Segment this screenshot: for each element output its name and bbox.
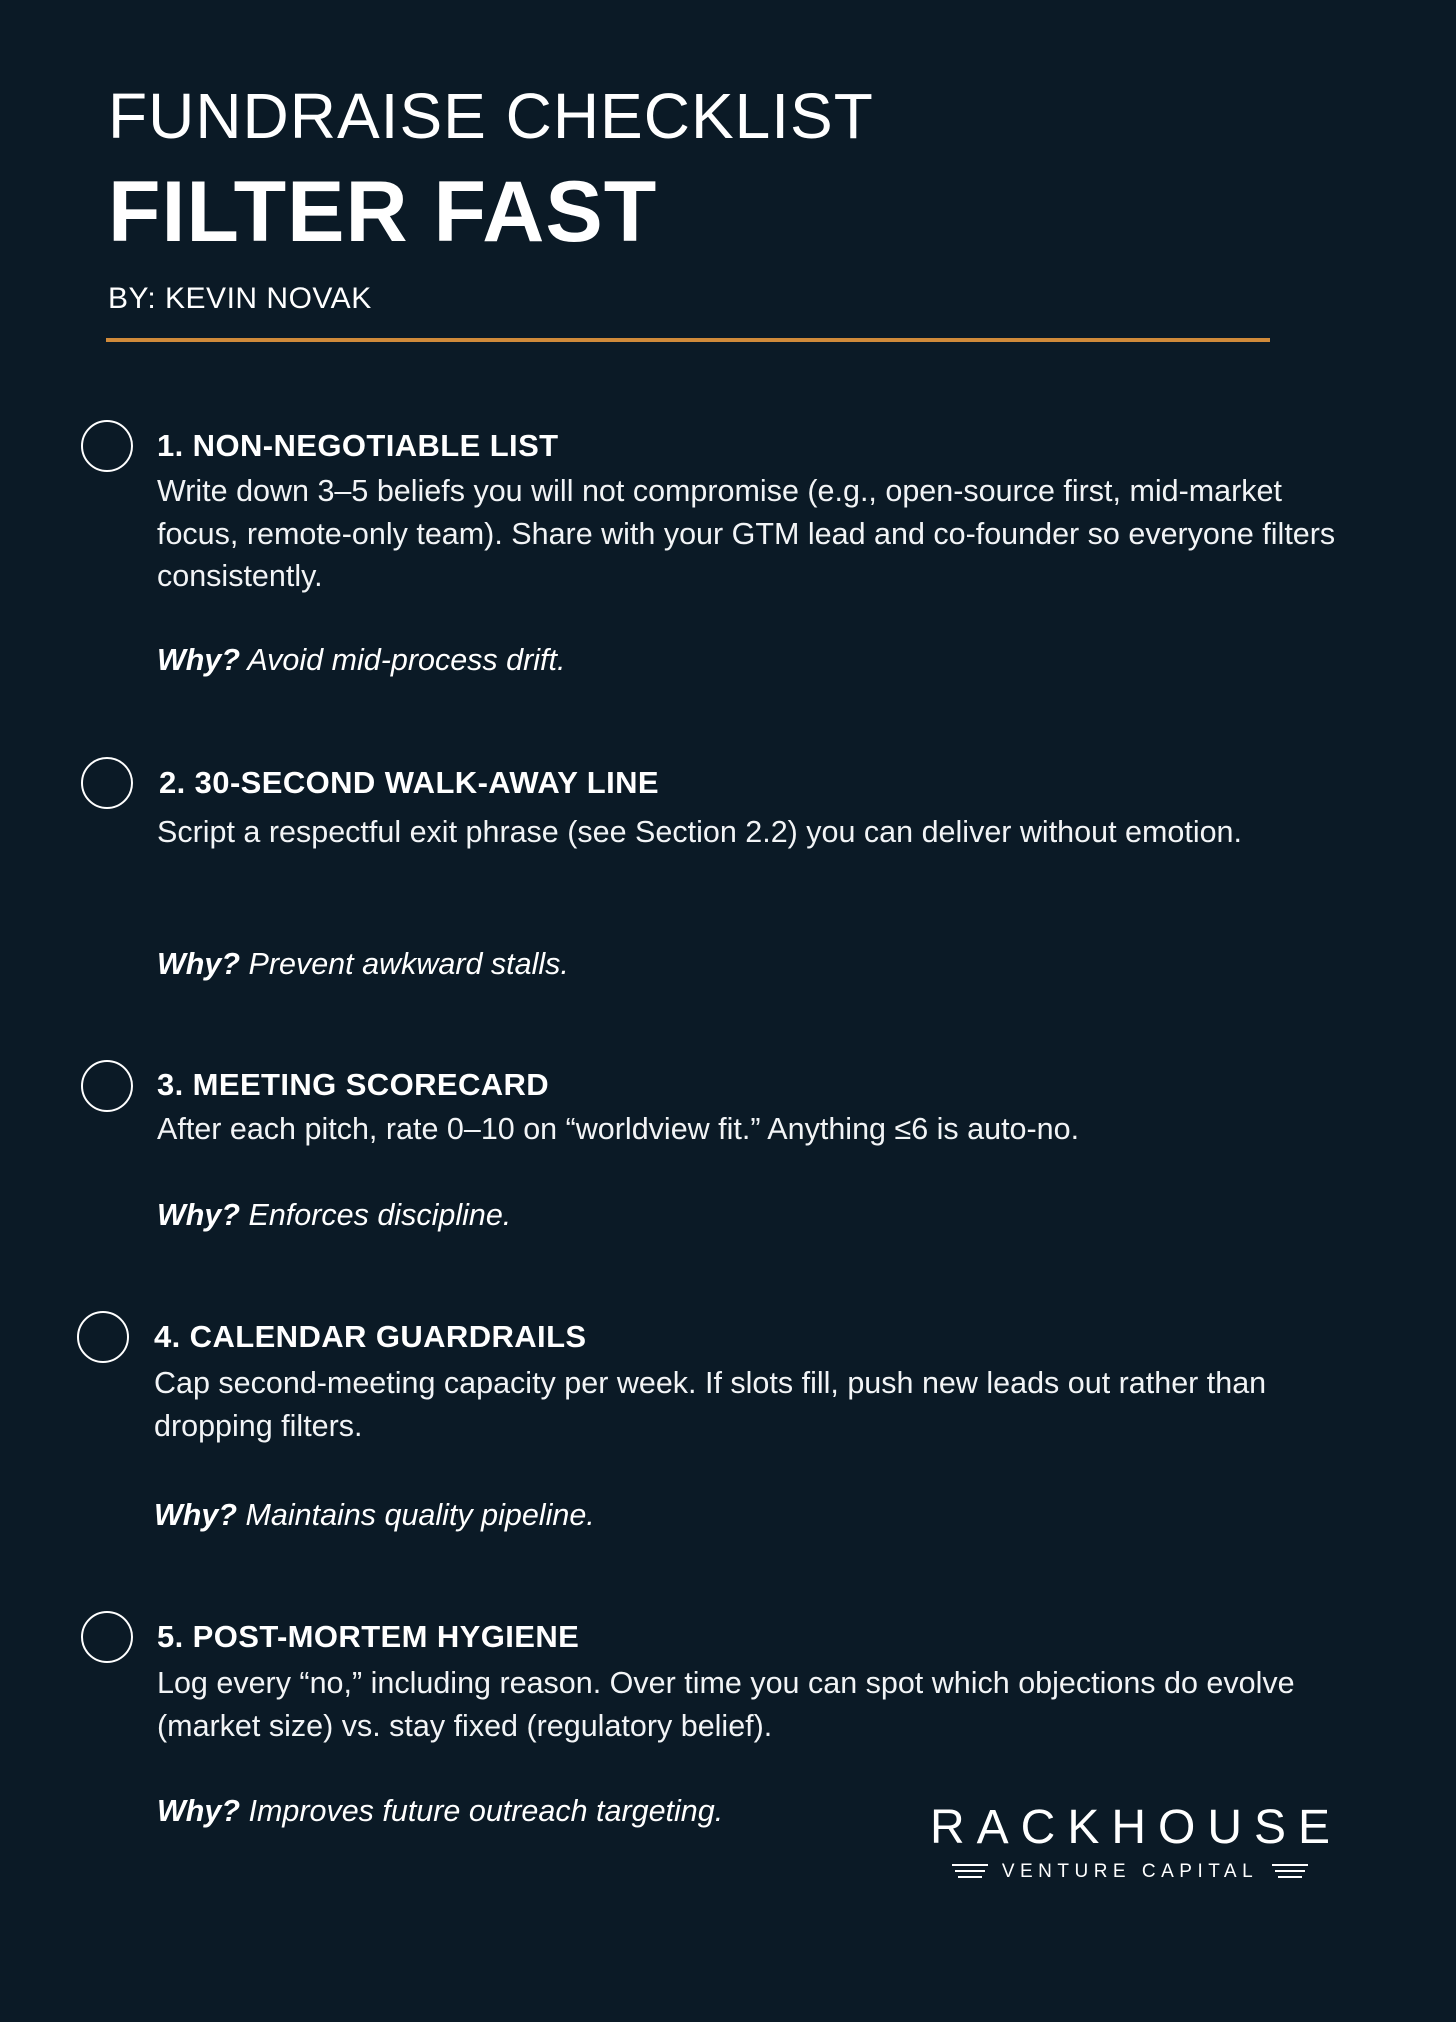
why-label: Why? <box>157 1794 241 1828</box>
header-divider <box>106 338 1270 342</box>
checkbox-circle-3[interactable] <box>81 1060 133 1112</box>
item-title: 2. 30-SECOND WALK-AWAY LINE <box>159 765 660 800</box>
checkbox-circle-5[interactable] <box>81 1611 133 1663</box>
why-label: Why? <box>157 643 241 677</box>
why-label: Why? <box>157 947 241 981</box>
logo-wordmark: RACKHOUSE <box>930 1801 1343 1854</box>
page-kicker: FUNDRAISE CHECKLIST <box>108 80 874 152</box>
item-why <box>157 1791 723 1831</box>
checkbox-circle-2[interactable] <box>81 757 133 809</box>
item-title: 4. CALENDAR GUARDRAILS <box>154 1319 587 1354</box>
rackhouse-logo <box>930 1800 1343 1890</box>
why-text: Maintains quality pipeline. <box>245 1498 595 1532</box>
why-text: Prevent awkward stalls. <box>248 947 569 981</box>
item-body: Log every “no,” including reason. Over time you can spot which objections do evolve (market size) vs. stay fixed (regulatory belief). <box>157 1666 1295 1743</box>
why-label: Why? <box>157 1198 241 1232</box>
checkbox-circle-4[interactable] <box>77 1311 129 1363</box>
logo-subtitle: VENTURE CAPITAL <box>1001 1861 1259 1882</box>
why-text: Enforces discipline. <box>248 1198 512 1232</box>
item-why <box>157 1195 511 1235</box>
item-title: 1. NON-NEGOTIABLE LIST <box>157 428 559 463</box>
why-label: Why? <box>154 1498 238 1532</box>
item-why <box>157 640 565 680</box>
item-why <box>154 1495 595 1535</box>
author-byline: BY: KEVIN NOVAK <box>108 282 372 315</box>
item-title: 5. POST-MORTEM HYGIENE <box>157 1619 580 1654</box>
item-body: Script a respectful exit phrase (see Section 2.2) you can deliver without emotion. <box>157 815 1242 849</box>
why-text: Avoid mid-process drift. <box>247 643 566 677</box>
item-title: 3. MEETING SCORECARD <box>157 1067 550 1102</box>
page-title: FILTER FAST <box>108 164 658 260</box>
item-body: Cap second-meeting capacity per week. If slots fill, push new leads out rather than dropping filters. <box>154 1366 1267 1443</box>
item-body: Write down 3–5 beliefs you will not compromise (e.g., open-source first, mid-market focus, remote-only team). Share with your GTM lead and co-founder so everyone filters consistently. <box>157 474 1336 593</box>
item-body: After each pitch, rate 0–10 on “worldview fit.” Anything ≤6 is auto-no. <box>157 1112 1080 1146</box>
logo-right-lines <box>1272 1864 1308 1882</box>
why-text: Improves future outreach targeting. <box>248 1794 724 1828</box>
checkbox-circle-1[interactable] <box>81 420 133 472</box>
item-why <box>157 944 569 984</box>
